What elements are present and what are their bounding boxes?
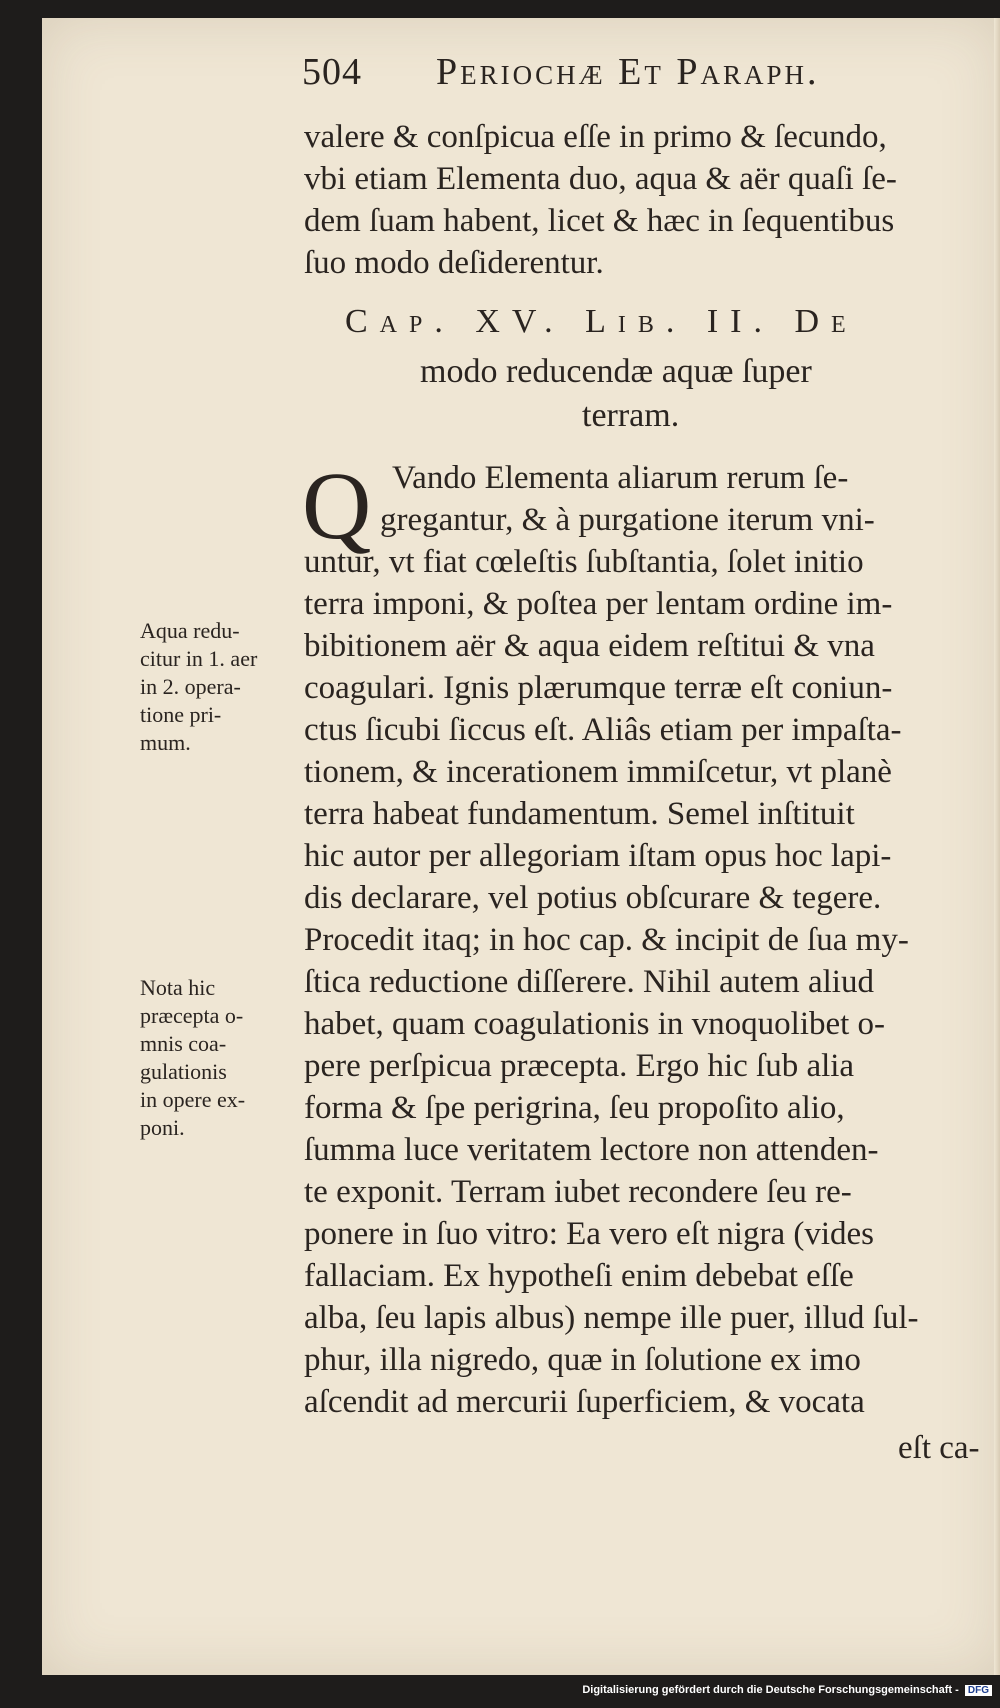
body-line: pere perſpicua præcepta. Ergo hic ſub alia: [304, 1048, 855, 1084]
page-edge: [994, 18, 1000, 1675]
margin-note-line: mnis coa-: [140, 1031, 227, 1056]
body-line: ctus ſicubi ſiccus eſt. Aliâs etiam per impaſta-: [304, 712, 902, 748]
body-line: fallaciam. Ex hypotheſi enim debebat eſſe: [304, 1258, 854, 1294]
dfg-logo: DFG: [965, 1685, 992, 1696]
body-line: ſumma luce veritatem lectore non attenden-: [304, 1132, 879, 1168]
chapter-heading-line: terram.: [582, 397, 680, 434]
body-line: terra habeat fundamentum. Semel inſtituit: [304, 796, 855, 832]
margin-note-line: præcepta o-: [140, 1003, 244, 1028]
page-number: 504: [302, 51, 362, 93]
catchword: eſt ca-: [898, 1430, 980, 1466]
margin-note-line: Aqua redu-: [140, 618, 240, 643]
body-line: dis declarare, vel potius obſcurare & tegere.: [304, 880, 882, 916]
opening-line: ſuo modo deſiderentur.: [304, 245, 604, 281]
body-line: gregantur, & à purgatione iterum vni-: [380, 502, 875, 538]
running-title: Periochæ Et Paraph.: [436, 51, 820, 93]
digitization-credit: [582, 1684, 992, 1696]
margin-note-line: in 2. opera-: [140, 674, 241, 699]
body-line: Procedit itaq; in hoc cap. & incipit de ſua my-: [304, 922, 909, 958]
credit-text: Digitalisierung gefördert durch die Deutsche Forschungsgemeinschaft -: [582, 1684, 959, 1696]
margin-note-line: poni.: [140, 1115, 185, 1140]
margin-note-line: mum.: [140, 730, 191, 755]
margin-note-line: gulationis: [140, 1059, 227, 1084]
body-line: ponere in ſuo vitro: Ea vero eſt nigra (vides: [304, 1216, 874, 1252]
opening-line: dem ſuam habent, licet & hæc in ſequentibus: [304, 203, 895, 239]
drop-cap: Q: [302, 452, 372, 559]
body-line: hic autor per allegoriam iſtam opus hoc lapi-: [304, 838, 892, 874]
body-line: te exponit. Terram iubet recondere ſeu re-: [304, 1174, 852, 1210]
body-line: tionem, & incerationem immiſcetur, vt planè: [304, 754, 892, 790]
body-line: coagulari. Ignis plærumque terræ eſt coniun-: [304, 670, 893, 706]
body-line: Vando Elementa aliarum rerum ſe-: [392, 460, 849, 496]
margin-note-line: tione pri-: [140, 702, 222, 727]
body-line: ſtica reductione diſſerere. Nihil autem aliud: [304, 964, 874, 1000]
opening-line: valere & conſpicua eſſe in primo & ſecundo,: [304, 119, 887, 155]
body-line: untur, vt fiat cœleſtis ſubſtantia, ſolet initio: [304, 544, 864, 580]
body-line: habet, quam coagulationis in vnoquolibet o-: [304, 1006, 886, 1042]
body-line: terra imponi, & poſtea per lentam ordine im-: [304, 586, 893, 622]
margin-note-line: citur in 1. aer: [140, 646, 258, 671]
chapter-heading-line: Cap. XV. Lib. II. De: [345, 303, 858, 340]
body-line: bibitionem aër & aqua eidem reſtitui & vna: [304, 628, 875, 664]
body-line: aſcendit ad mercurii ſuperficiem, & vocata: [304, 1384, 865, 1420]
body-line: forma & ſpe perigrina, ſeu propoſito alio,: [304, 1090, 845, 1126]
margin-note-line: in opere ex-: [140, 1087, 246, 1112]
body-line: alba, ſeu lapis albus) nempe ille puer, illud ſul-: [304, 1300, 919, 1336]
body-line: phur, illa nigredo, quæ in ſolutione ex imo: [304, 1342, 861, 1378]
opening-line: vbi etiam Elementa duo, aqua & aër quaſi ſe-: [304, 161, 897, 197]
margin-note-line: Nota hic: [140, 975, 216, 1000]
chapter-heading-line: modo reducendæ aquæ ſuper: [420, 353, 812, 390]
